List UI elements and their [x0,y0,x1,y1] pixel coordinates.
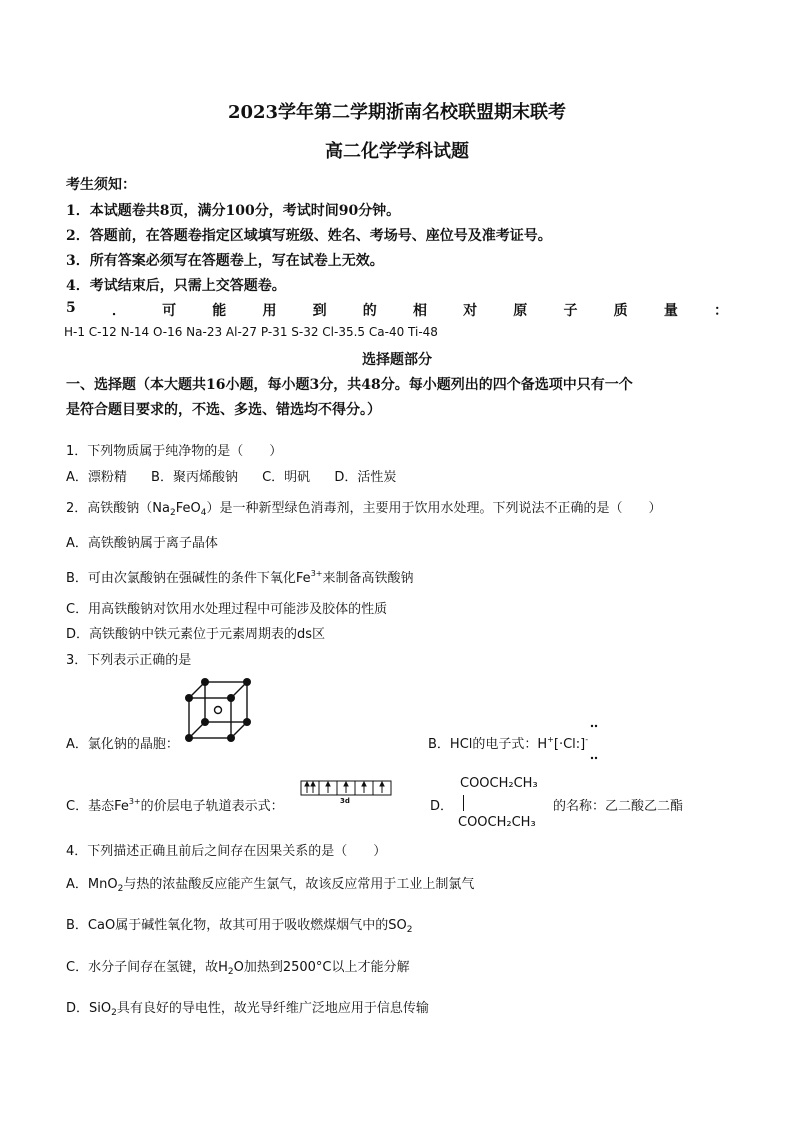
q1-stem: 1．下列物质属于纯净物的是（ ） [66,444,283,459]
q3-option-c: C．基态$Fe^{3+}$的价层电子轨道表示式： [66,797,284,814]
section-instruction-2: 是符合题目要求的，不选、多选、错选均不得分。） [66,402,381,418]
notice-item-2: 2．答题前，在答题卷指定区域填写班级、姓名、考场号、座位号及准考证号。 [66,228,552,244]
notice-item-5: 5 ． 可 能 用 到 的 相 对 原 子 质 量 ： [66,300,728,319]
q3-option-d-label: D． [430,799,454,814]
exam-title: 2023学年第二学期浙南名校联盟期末联考 [227,102,567,123]
ester-bond [463,795,464,811]
q1-option-d: D．活性炭 [334,470,397,485]
exam-subtitle: 高二化学学科试题 [325,141,469,162]
q1-options [66,466,416,485]
q2-option-c: C．用高铁酸钠对饮用水处理过程中可能涉及胶体的性质 [66,602,388,617]
q4-option-c: C．水分子间存在氢键，故$H_2O$加热到2500°C以上才能分解 [66,960,410,977]
q3-option-b: B．HCl的电子式：H+[·Cl:]- [428,735,589,752]
q3-option-d-text: 的名称：乙二酸乙二酯 [553,799,684,814]
q3-option-a: A．氯化钠的晶胞： [66,737,179,752]
q4-option-d: D．SiO$_2$具有良好的导电性，故光导纤维广泛地应用于信息传输 [66,1001,429,1018]
section-instruction-1: 一、选择题（本大题共16小题，每小题3分，共48分。每小题列出的四个备选项中只有一个 [66,377,633,393]
atomic-masses: H-1 C-12 N-14 O-16 Na-23 Al-27 P-31 S-32 Cl-35.5 Ca-40 Ti-48 [64,325,438,339]
q2-option-a: A．高铁酸钠属于离子晶体 [66,536,218,551]
q2-option-b: B．可由次氯酸钠在强碱性的条件下氧化$Fe^{3+}$来制备高铁酸钠 [66,569,414,586]
q4-option-b: B．CaO属于碱性氧化物，故其可用于吸收燃煤烟气中的$SO_2$ [66,918,413,935]
lone-pair-dots-icon [580,722,610,762]
q1-option-a: A．漂粉精 [66,470,127,485]
q2-option-d: D．高铁酸钠中铁元素位于元素周期表的ds区 [66,627,326,642]
ester-top: COOCH₂CH₃ [460,776,538,791]
notice-item-3: 3．所有答案必须写在答题卷上，写在试卷上无效。 [66,253,384,269]
section-title: 选择题部分 [362,352,432,368]
nacl-unit-cell-icon [183,676,257,744]
q1-option-c: C．明矾 [262,470,311,485]
q4-option-a: A．MnO$_2$与热的浓盐酸反应能产生氯气，故该反应常用于工业上制氯气 [66,877,475,894]
notice-heading: 考生须知： [66,177,136,193]
notice-item-1: 1．本试题卷共8页，满分100分，考试时间90分钟。 [66,203,401,219]
q2-stem: 2．高铁酸钠$(Na_2FeO_4)$是一种新型绿色消毒剂，主要用于饮用水处理。下列说法不正确的是（ ） [66,501,662,518]
q4-stem: 4．下列描述正确且前后之间存在因果关系的是（ ） [66,844,387,859]
q1-option-b: B．聚丙烯酸钠 [151,470,238,485]
q3-stem: 3．下列表示正确的是 [66,653,192,668]
ester-bottom: COOCH₂CH₃ [458,815,536,830]
orbital-label: 3d [340,797,350,805]
notice-item-4: 4．考试结束后，只需上交答题卷。 [66,278,286,294]
